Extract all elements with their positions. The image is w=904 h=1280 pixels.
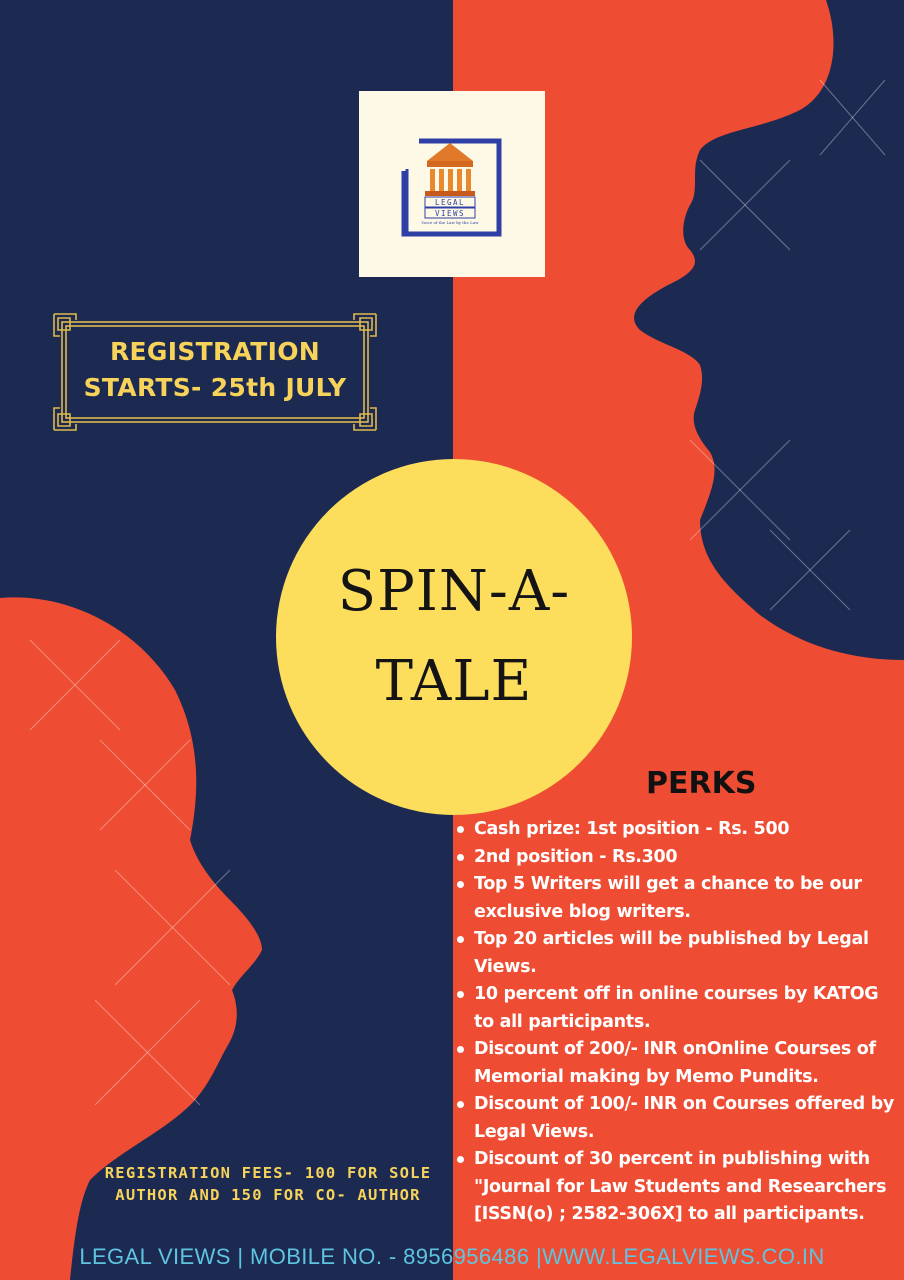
logo-line1: LEGAL [434,198,466,207]
perk-item: 10 percent off in online courses by KATOG to all participants. [456,981,896,1036]
logo-tagline: Voice of the Law by the Law [421,220,479,225]
logo-line2: VIEWS [434,209,466,218]
perks-list [456,816,896,1229]
perk-item: Top 20 articles will be published by Legal Views. [456,926,896,981]
registration-line2: STARTS- 25th JULY [83,373,347,402]
event-title [276,547,632,727]
title-line2: TALE [375,649,533,714]
title-circle [276,459,632,815]
registration-date-text [52,334,378,406]
footer-contact: LEGAL VIEWS | MOBILE NO. - 8956956486 |WWW.LEGALVIEWS.CO.IN [79,1244,825,1269]
fees-line2: AUTHOR AND 150 FOR CO- AUTHOR [115,1186,421,1204]
registration-frame [52,312,378,432]
perk-item: Discount of 100/- INR on Courses offered by Legal Views. [456,1091,896,1146]
registration-line1: REGISTRATION [110,337,320,366]
perk-item: 2nd position - Rs.300 [456,844,896,872]
perk-item: Cash prize: 1st position - Rs. 500 [456,816,896,844]
courthouse-icon [359,91,545,277]
fees-line1: REGISTRATION FEES- 100 FOR SOLE [104,1164,432,1182]
logo-card [359,91,545,277]
registration-fees [72,1162,464,1206]
title-line1: SPIN-A- [337,559,571,624]
perk-item: Discount of 30 percent in publishing with "Journal for Law Students and Researchers [ISSN(o) ; 2582-306X] to all participants. [456,1146,896,1229]
perks-heading: PERKS [646,766,757,801]
perk-item: Discount of 200/- INR onOnline Courses of Memorial making by Memo Pundits. [456,1036,896,1091]
perk-item: Top 5 Writers will get a chance to be our exclusive blog writers. [456,871,896,926]
